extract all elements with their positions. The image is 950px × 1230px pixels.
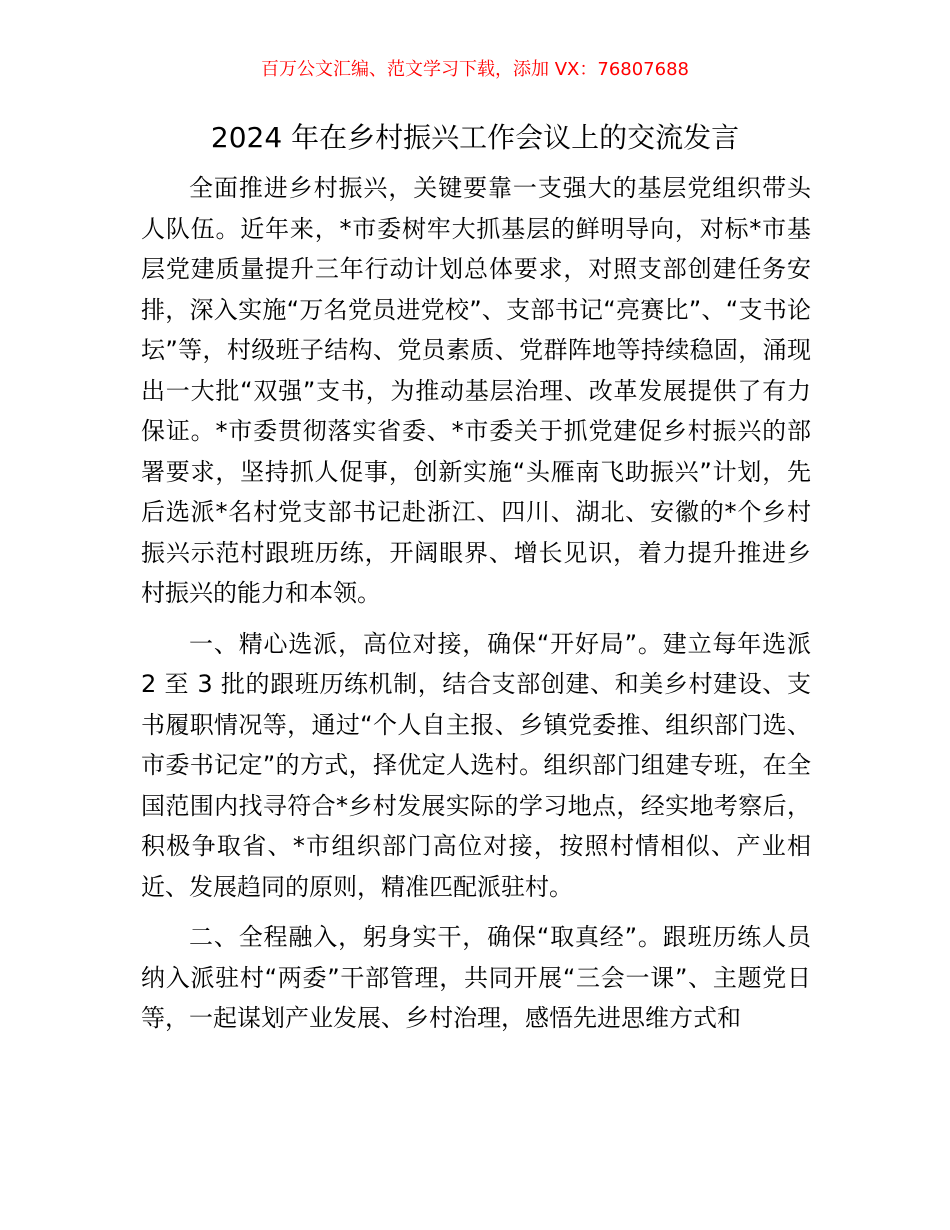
paragraph-section-1: 一、精心选派，高位对接，确保“开好局”。建立每年选派 2 至 3 批的跟班历练机制，结合支部创建、和美乡村建设、支书履职情况等，通过“个人自主报、乡镇党委推、组织部门选、市委书记定”的方式，择优定人选村。组织部门组建专班，在全国范围内找寻符合*乡村发展实际的学习地点，经实地考察后，积极争取省、*市组织部门高位对接，按照村情相似、产业相近、发展趋同的原则，精准匹配派驻村。 (141, 629, 811, 901)
document-body (141, 168, 811, 1049)
header-promo-note: 百万公文汇编、范文学习下载，添加 VX：76807688 (261, 59, 689, 80)
paragraph-section-2: 二、全程融入，躬身实干，确保“取真经”。跟班历练人员纳入派驻村“两委”干部管理，共同开展“三会一课”、主题党日等，一起谋划产业发展、乡村治理，感悟先进思维方式和 (141, 923, 811, 1032)
paragraph-intro: 全面推进乡村振兴，关键要靠一支强大的基层党组织带头人队伍。近年来，*市委树牢大抓基层的鲜明导向，对标*市基层党建质量提升三年行动计划总体要求，对照支部创建任务安排，深入实施“万名党员进党校”、支部书记“亮赛比”、“支书论坛”等，村级班子结构、党员素质、党群阵地等持续稳固，涌现出一大批“双强”支书，为推动基层治理、改革发展提供了有力保证。*市委贯彻落实省委、*市委关于抓党建促乡村振兴的部署要求，坚持抓人促事，创新实施“头雁南飞助振兴”计划，先后选派*名村党支部书记赴浙江、四川、湖北、安徽的*个乡村振兴示范村跟班历练，开阔眼界、增长见识，着力提升推进乡村振兴的能力和本领。 (141, 174, 811, 607)
document-title: 2024 年在乡村振兴工作会议上的交流发言 (210, 121, 740, 154)
